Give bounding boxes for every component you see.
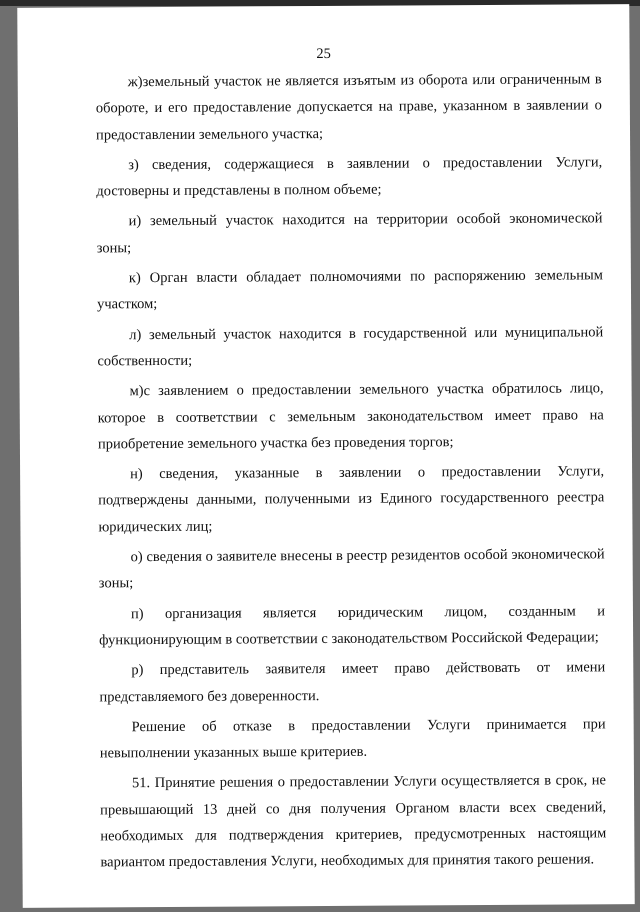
paragraph-i: и) земельный участок находится на территории особой экономической зоны; <box>96 210 603 257</box>
paragraph-o: о) сведения о заявителе внесены в реестр резидентов особой экономической зоны; <box>98 546 605 592</box>
paragraph-n: н) сведения, указанные в заявлении о предоставлении Услуги, подтверждены данными, полученными из Единого государственного реестра юридических лиц; <box>98 463 605 536</box>
document-body <box>96 66 607 876</box>
paragraph-refusal: Решение об отказе в предоставлении Услуги принимается при невыполнении указанных выше критериев. <box>99 716 606 762</box>
paragraph-z: з) сведения, содержащиеся в заявлении о предоставлении Услуги, достоверны и представлены в полном объеме; <box>96 154 603 200</box>
document-page <box>17 4 634 908</box>
paragraph-51: 51. Принятие решения о предоставлении Услуги осуществляется в срок, не превышающий 13 дней со дня получения Органом власти всех сведений, необходимых для подтверждения критериев, предусмотренных настоящим вариантом предоставления Услуги, необходимых для принятия такого решения. <box>100 772 607 871</box>
paragraph-k: к) Орган власти обладает полномочиями по распоряжению земельным участком; <box>97 267 603 313</box>
paragraph-m: м)с заявлением о предоставлении земельного участка обратилось лицо, которое в соответствии с земельным законодательством имеет право на приобретение земельного участка без проведения торгов; <box>97 380 604 453</box>
page-number: 25 <box>316 45 331 63</box>
paragraph-r: р) представитель заявителя имеет право действовать от имени представляемого без доверенности. <box>99 659 606 705</box>
paragraph-p: п) организация является юридическим лицом, созданным и функционирующим в соответствии с законодательством Российской Федерации; <box>99 602 606 649</box>
paragraph-l: л) земельный участок находится в государственной или муниципальной собственности; <box>97 323 604 370</box>
paragraph-zh: ж)земельный участок не является изъятым из оборота или ограниченным в обороте, и его предоставление допускается на праве, указанном в заявлении о предоставлении земельного участка; <box>95 71 602 143</box>
